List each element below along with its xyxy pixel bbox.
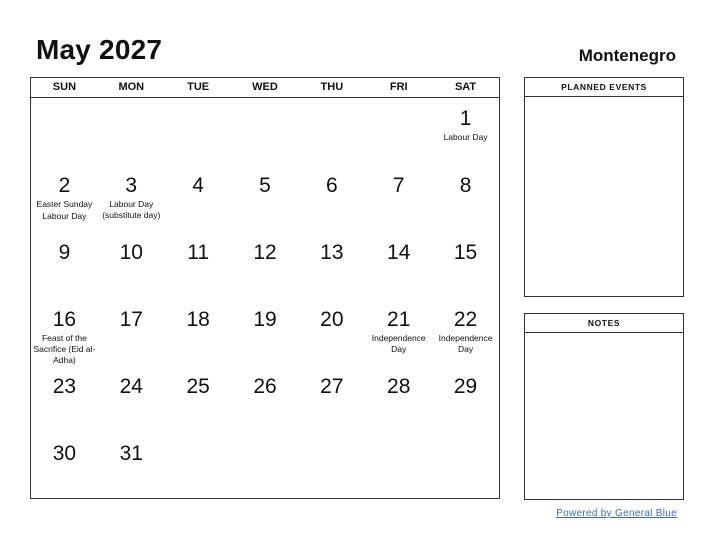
notes-panel [524, 313, 684, 500]
day-cell [31, 299, 98, 366]
day-number: 24 [119, 375, 143, 398]
day-number: 1 [459, 107, 472, 130]
weekday-header: SUN [52, 81, 77, 93]
day-number: 7 [392, 174, 405, 197]
day-cell [232, 165, 299, 232]
day-number: 8 [459, 174, 472, 197]
day-number: 17 [119, 308, 143, 331]
day-cell [165, 366, 232, 433]
day-cell [165, 98, 232, 165]
weekday-header: MON [118, 81, 145, 93]
day-number: 4 [192, 174, 204, 197]
holiday-label: Labour Day [443, 132, 488, 142]
day-cell [365, 232, 432, 299]
holiday-label: Feast of the Sacrifice (Eid al-Adha) [33, 333, 96, 365]
day-number: 26 [253, 375, 277, 398]
day-cell [232, 433, 299, 500]
holiday-label: Labour Day [42, 211, 87, 221]
calendar-grid [30, 77, 500, 499]
weekday-header: WED [252, 81, 278, 93]
holiday-label: Labour Day (substitute day) [102, 199, 161, 220]
day-number: 9 [58, 241, 71, 264]
day-cell [298, 98, 365, 165]
day-number: 28 [387, 375, 411, 398]
day-number: 10 [119, 241, 143, 264]
day-number: 14 [387, 241, 411, 264]
day-cell [232, 299, 299, 366]
day-number: 31 [119, 442, 143, 465]
day-cell [165, 433, 232, 500]
weekday-header: TUE [187, 81, 210, 93]
day-number: 22 [453, 308, 478, 331]
page-title: May 2027 [36, 34, 163, 65]
day-cell [432, 433, 499, 500]
day-cell [365, 299, 432, 366]
weekday-header: FRI [389, 81, 408, 93]
holiday-label: Independence Day [371, 333, 426, 354]
notes-heading: NOTES [525, 314, 683, 333]
day-number: 25 [186, 375, 210, 398]
day-cell [432, 98, 499, 165]
weekday-header: THU [320, 81, 344, 93]
day-number: 3 [125, 174, 138, 197]
day-grid [31, 98, 499, 499]
day-cell [232, 366, 299, 433]
holiday-label: Easter Sunday [36, 199, 93, 209]
day-cell [298, 299, 365, 366]
day-number: 19 [253, 308, 277, 331]
day-cell [98, 165, 165, 232]
day-cell [31, 433, 98, 500]
day-cell [98, 366, 165, 433]
day-number: 29 [453, 375, 478, 398]
day-cell [365, 98, 432, 165]
day-number: 23 [52, 375, 77, 398]
day-cell [98, 433, 165, 500]
day-cell [98, 232, 165, 299]
day-number: 13 [320, 241, 344, 264]
day-cell [298, 165, 365, 232]
day-cell [432, 366, 499, 433]
day-cell [298, 433, 365, 500]
day-number: 20 [320, 308, 344, 331]
powered-by-link[interactable]: Powered by General Blue [556, 508, 677, 519]
day-cell [432, 299, 499, 366]
day-cell [365, 366, 432, 433]
day-cell [365, 165, 432, 232]
day-cell [365, 433, 432, 500]
day-number: 5 [259, 174, 271, 197]
weekday-header: SAT [454, 81, 477, 93]
day-cell [31, 165, 98, 232]
planned-events-heading: PLANNED EVENTS [525, 78, 683, 97]
day-cell [232, 98, 299, 165]
day-cell [31, 366, 98, 433]
day-cell [232, 232, 299, 299]
day-number: 15 [453, 241, 478, 264]
day-cell [432, 232, 499, 299]
day-cell [298, 232, 365, 299]
day-cell [31, 98, 98, 165]
day-cell [31, 232, 98, 299]
day-cell [165, 299, 232, 366]
day-number: 21 [387, 308, 411, 331]
day-cell [98, 98, 165, 165]
day-number: 27 [320, 375, 344, 398]
day-number: 18 [186, 308, 210, 331]
day-number: 2 [58, 174, 71, 197]
day-cell [98, 299, 165, 366]
weekday-header-row [31, 78, 499, 98]
country-label: Montenegro [578, 46, 676, 65]
holiday-label: Independence Day [438, 333, 493, 354]
day-cell [165, 165, 232, 232]
day-number: 12 [253, 241, 277, 264]
day-cell [298, 366, 365, 433]
day-number: 6 [326, 174, 338, 197]
day-number: 16 [52, 308, 77, 331]
day-cell [432, 165, 499, 232]
planned-events-panel [524, 77, 684, 297]
day-number: 11 [187, 241, 210, 264]
day-cell [165, 232, 232, 299]
day-number: 30 [52, 442, 77, 465]
